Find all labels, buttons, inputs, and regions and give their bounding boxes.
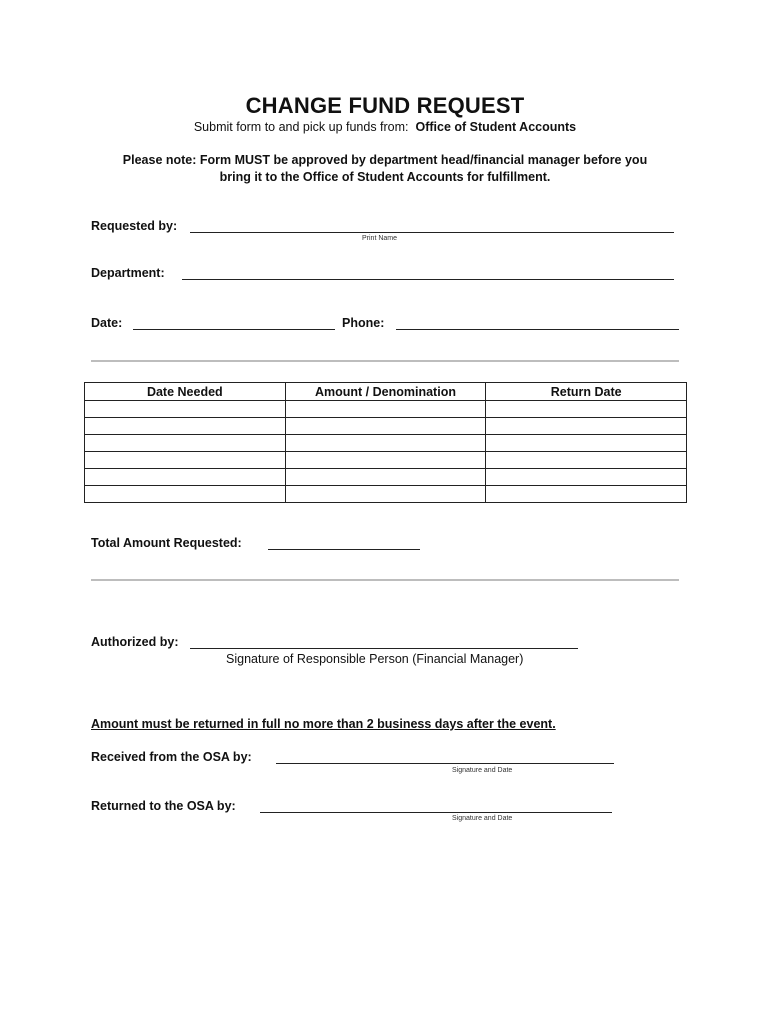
phone-field[interactable] — [396, 329, 679, 330]
date-field[interactable] — [133, 329, 335, 330]
date-label: Date: — [91, 316, 123, 330]
table-cell[interactable] — [285, 486, 486, 503]
table-cell[interactable] — [285, 452, 486, 469]
subtitle-prefix: Submit form to and pick up funds from: — [193, 120, 409, 134]
fund-table — [84, 382, 687, 503]
table-row — [85, 452, 687, 469]
table-cell[interactable] — [285, 435, 486, 452]
table-row — [85, 401, 687, 418]
total-amount-field[interactable] — [268, 549, 420, 550]
table-cell[interactable] — [85, 435, 286, 452]
requested-by-label: Requested by: — [91, 219, 178, 233]
header-amount-denomination: Amount / Denomination — [285, 383, 486, 401]
requested-by-field[interactable] — [190, 232, 674, 233]
header-date-needed: Date Needed — [85, 383, 286, 401]
table-header-row — [85, 383, 687, 401]
table-row — [85, 418, 687, 435]
table-cell[interactable] — [85, 452, 286, 469]
received-from-osa-label: Received from the OSA by: — [91, 750, 252, 764]
form-subtitle — [0, 120, 770, 134]
authorized-by-label: Authorized by: — [91, 635, 179, 649]
returned-signature-field[interactable] — [260, 812, 612, 813]
table-cell[interactable] — [486, 435, 687, 452]
department-field[interactable] — [182, 279, 674, 280]
form-title: CHANGE FUND REQUEST — [245, 93, 525, 118]
signature-caption: Signature of Responsible Person (Financial Manager) — [226, 652, 524, 666]
received-signature-field[interactable] — [276, 763, 614, 764]
authorized-by-signature-field[interactable] — [190, 648, 578, 649]
table-cell[interactable] — [285, 469, 486, 486]
print-name-caption: Print Name — [362, 235, 398, 242]
received-signature-caption: Signature and Date — [452, 767, 513, 774]
section-divider — [91, 360, 679, 362]
section-divider — [91, 579, 679, 581]
approval-note-line2: bring it to the Office of Student Accounts for fulfillment. — [219, 170, 551, 184]
table-cell[interactable] — [486, 452, 687, 469]
table-cell[interactable] — [486, 486, 687, 503]
table-cell[interactable] — [85, 486, 286, 503]
approval-note-line1: Please note: Form MUST be approved by department head/financial manager before you — [122, 153, 648, 167]
subtitle-office: Office of Student Accounts — [415, 120, 577, 134]
table-row — [85, 435, 687, 452]
table-row — [85, 486, 687, 503]
total-amount-label: Total Amount Requested: — [91, 536, 242, 550]
returned-signature-caption: Signature and Date — [452, 815, 513, 822]
header-return-date: Return Date — [486, 383, 687, 401]
table-cell[interactable] — [486, 401, 687, 418]
table-cell[interactable] — [486, 469, 687, 486]
table-cell[interactable] — [285, 418, 486, 435]
table-row — [85, 469, 687, 486]
table-cell[interactable] — [85, 469, 286, 486]
department-label: Department: — [91, 266, 165, 280]
phone-label: Phone: — [342, 316, 385, 330]
table-cell[interactable] — [486, 418, 687, 435]
table-cell[interactable] — [85, 401, 286, 418]
table-cell[interactable] — [285, 401, 486, 418]
return-notice: Amount must be returned in full no more than 2 business days after the event. — [91, 717, 556, 731]
table-cell[interactable] — [85, 418, 286, 435]
returned-to-osa-label: Returned to the OSA by: — [91, 799, 236, 813]
